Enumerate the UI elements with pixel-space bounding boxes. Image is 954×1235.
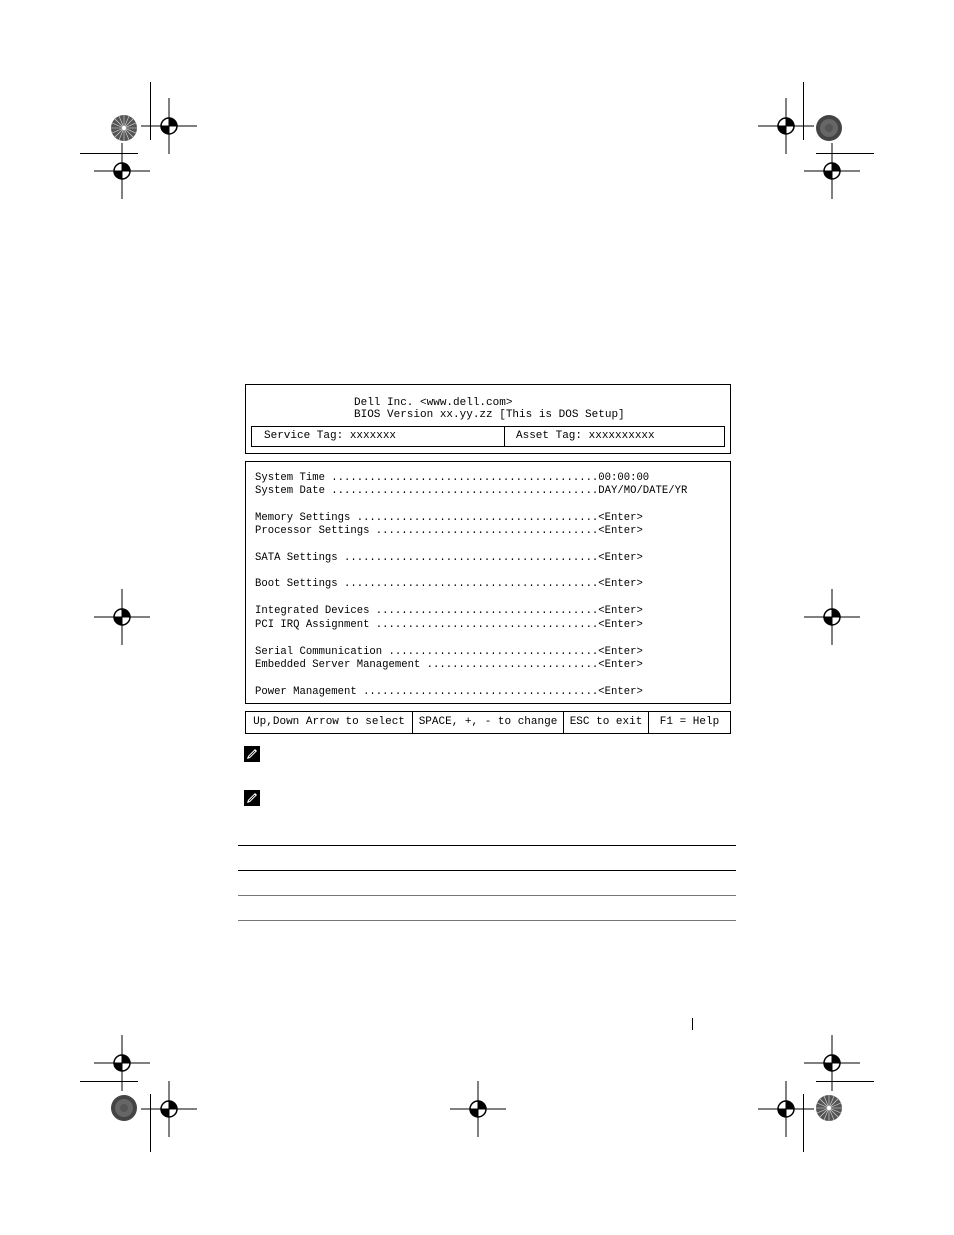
menu-item-integrated-devices[interactable] [255, 605, 643, 617]
menu-item-system-time[interactable] [255, 472, 649, 484]
key-hint-help: F1 = Help [659, 716, 720, 728]
menu-item-value: <Enter> [598, 525, 643, 537]
menu-item-processor-settings[interactable] [255, 525, 643, 537]
menu-item-value: <Enter> [598, 646, 643, 658]
key-hint-navigate: Up,Down Arrow to select [246, 712, 413, 733]
starburst-rosette-icon [815, 1094, 843, 1122]
menu-item-label: Processor Settings ................................... [255, 525, 599, 537]
table-row-rule [238, 895, 736, 896]
bios-vendor-line: Dell Inc. <www.dell.com> [354, 397, 513, 409]
menu-item-value: 00:00:00 [598, 472, 650, 484]
crosshair-target-icon [450, 1081, 506, 1137]
bios-key-help-bar [245, 711, 731, 734]
menu-item-label: Memory Settings ...................................... [255, 512, 599, 524]
menu-item-sata-settings[interactable] [255, 552, 643, 564]
menu-item-value: <Enter> [598, 552, 643, 564]
bios-header-panel [245, 384, 731, 454]
menu-item-pci-irq-assignment[interactable] [255, 619, 643, 631]
crosshair-target-icon [804, 589, 860, 645]
table-header-rule [238, 870, 736, 871]
key-hint-exit: ESC to exit [564, 712, 649, 733]
menu-item-value: <Enter> [598, 619, 643, 631]
asset-tag: Asset Tag: xxxxxxxxxx [516, 430, 655, 442]
menu-item-power-management[interactable] [255, 686, 643, 698]
starburst-rosette-icon [110, 1094, 138, 1122]
menu-item-label: PCI IRQ Assignment ................................... [255, 619, 599, 631]
menu-item-value: <Enter> [598, 605, 643, 617]
bios-menu-panel [245, 461, 731, 704]
crosshair-target-icon [758, 1081, 814, 1137]
key-hint-change: SPACE, +, - to change [413, 712, 564, 733]
starburst-rosette-icon [110, 114, 138, 142]
menu-item-label: Serial Communication ................................. [255, 646, 599, 658]
tag-row [251, 426, 725, 447]
pencil-note-icon [243, 789, 261, 807]
page-folio-marker [692, 1018, 693, 1030]
menu-item-embedded-server-management[interactable] [255, 659, 643, 671]
menu-item-system-date[interactable] [255, 485, 687, 497]
service-tag: Service Tag: xxxxxxx [252, 427, 505, 446]
crosshair-target-icon [94, 589, 150, 645]
menu-item-label: Embedded Server Management ........................... [255, 659, 599, 671]
menu-item-label: System Time .......................................... [255, 472, 599, 484]
menu-item-label: Power Management ..................................... [255, 686, 599, 698]
menu-item-label: System Date .......................................... [255, 485, 599, 497]
menu-item-serial-communication[interactable] [255, 646, 643, 658]
crosshair-target-icon [94, 143, 150, 199]
menu-item-value: DAY/MO/DATE/YR [598, 485, 688, 497]
menu-item-value: <Enter> [598, 578, 643, 590]
starburst-rosette-icon [815, 114, 843, 142]
menu-item-value: <Enter> [598, 686, 643, 698]
menu-item-boot-settings[interactable] [255, 578, 643, 590]
bios-version-line: BIOS Version xx.yy.zz [This is DOS Setup] [354, 409, 625, 421]
menu-item-label: SATA Settings ........................................ [255, 552, 599, 564]
table-top-rule [238, 845, 736, 846]
pencil-note-icon [243, 745, 261, 763]
crosshair-target-icon [804, 143, 860, 199]
menu-item-value: <Enter> [598, 659, 643, 671]
menu-item-label: Integrated Devices ................................... [255, 605, 599, 617]
menu-item-memory-settings[interactable] [255, 512, 643, 524]
menu-item-label: Boot Settings ........................................ [255, 578, 599, 590]
crosshair-target-icon [141, 1081, 197, 1137]
table-row-rule [238, 920, 736, 921]
menu-item-value: <Enter> [598, 512, 643, 524]
